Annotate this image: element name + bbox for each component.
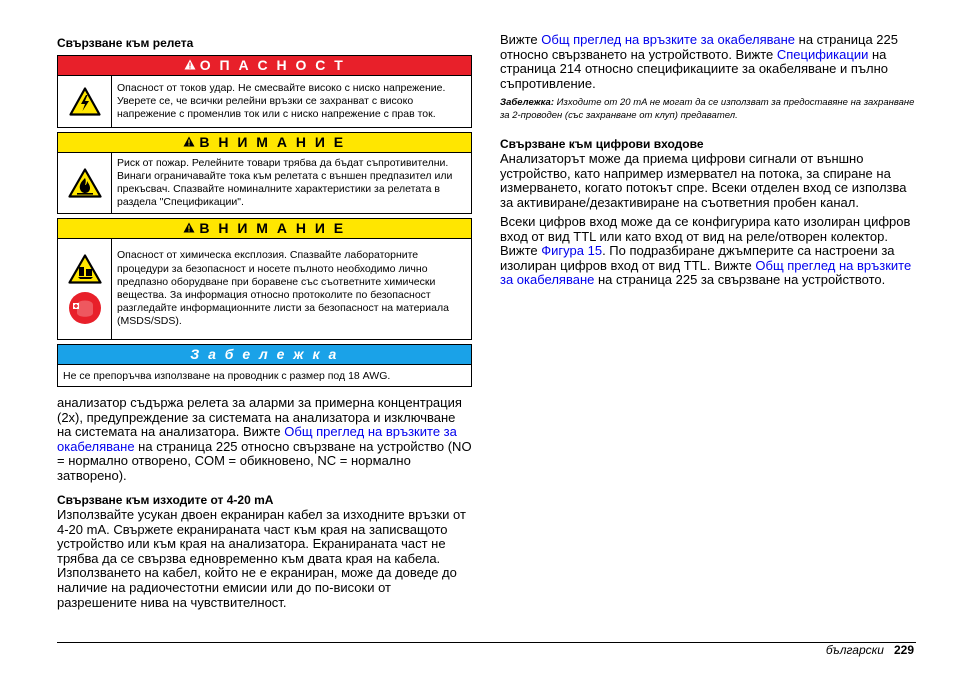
note-text: Не се препоръчва използване на проводник с размер под 18 AWG. [63,370,391,382]
danger-icon-cell [58,76,112,127]
caution-header-2 [58,219,471,239]
relays-paragraph: анализатор съдържа релета за аларми за примерна концентрация (2x), предупреждение за системата на анализатора и изключване на системата на анализатора. Вижте Общ преглед на връзките за окабеляване на страница 225 относно свързване на устройство (NO = нормално отворено, COM = обикновено, NC = нормално затворено). [57,395,472,483]
danger-box [57,55,472,128]
danger-text: Опасност от токов удар. Не смесвайте високо с ниско напрежение. Уверете се, че всички релейни връзки се захранват с високо напрежение с променлив ток или с ниско напрежение с прав ток. [117,81,446,121]
caution2-text: Опасност от химическа експлозия. Спазвайте лабораторните процедури за безопасност и носете пълното необходимо лично предпазно оборудване при боравене със съответните химически вещества. За информация относно протоколите по безопасност разгледайте информационните листи за безопасност на материала (MSDS/SDS). [117,249,449,328]
caution-header-1 [58,133,471,153]
caution1-icon-cell [58,153,112,213]
caution-box-fire [57,132,472,214]
warning-triangle-icon [183,133,195,152]
milliamp-note: Забележка: Изходите от 20 mA не могат да се използват за предоставяне на захранване за 2-проводен (със захранване от клуп) предавател. [500,97,915,121]
caution-label-2: В Н И М А Н И Е [199,220,346,236]
caution-box-chemical [57,218,472,340]
caution1-text: Риск от пожар. Релейните товари трябва да бъдат съпротивителни. Винаги ограничавайте тока към релетата с външен предпазител или прекъсвач. Спазвайте номиналните характеристики за релетата в раздела "Спецификации". [117,156,453,209]
heading-digital-inputs: Свързване към цифрови входове [500,137,704,151]
heading-outputs: Свързване към изходите от 4-20 mA [57,493,274,507]
caution-label-1: В Н И М А Н И Е [199,134,346,150]
figure-15-link[interactable]: Фигура 15 [541,243,603,259]
right-intro-paragraph: Вижте Общ преглед на връзките за окабеляване на страница 225 относно свързването на устройството. Вижте Спецификации на страница 214 относно спецификациите за окабеляване и пълно съпротивление. [500,32,898,91]
warning-triangle-icon [184,56,196,75]
chemical-hazard-icon [68,254,102,284]
caution2-icon-cell [58,239,112,339]
page-number: 229 [893,643,914,657]
danger-header [58,56,471,76]
electric-shock-icon [69,87,101,116]
warning-triangle-icon [183,219,195,238]
fire-hazard-icon [68,168,102,198]
protective-equipment-icon [68,291,102,325]
outputs-paragraph: Използвайте усукан двоен екраниран кабел за изходните връзки от 4-20 mA. Свържете екранираната част към края на записващото устройство или към края на анализатора. Екранираната част не трябва да се свързва едновременно към двата края на кабела. Използването на кабел, който не е екраниран, може да доведе до наличие на радиочестотни емисии или до по-високи от разрешените нива на чувствителност. [57,507,466,610]
danger-label: О П А С Н О С Т [199,57,346,73]
specifications-link[interactable]: Спецификации [776,46,869,62]
digital-config-paragraph: Всеки цифров вход може да се конфигурира като изолиран цифров вход от вид TTL или като вход от вид на реле/отворен колектор. Вижте Фигура 15. По подразбиране джъмперите са настроени за изолиран цифров вход от вид TTL. Вижте Общ преглед на връзките за окабеляване на страница 225 за свързване на устройството. [500,214,912,288]
note-header: З а б е л е ж к а [58,345,471,365]
wiring-overview-link[interactable]: Общ преглед на връзките за окабеляване [57,424,457,454]
wiring-overview-link[interactable]: Общ преглед на връзките за окабеляване [541,32,796,47]
note-box [57,344,472,387]
footer-language: български [825,643,884,657]
heading-relays: Свързване към релета [57,36,194,50]
digital-inputs-paragraph: Анализаторът може да приема цифрови сигнали от външно устройство, като например измервател на потока, за спиране на измерването, когато потокът спре. Всеки отделен вход се използва за активиране/дезактивиране на съответния пробен канал. [500,151,907,210]
wiring-overview-link[interactable]: Общ преглед на връзките за окабеляване [500,257,912,288]
footer-divider [57,642,916,643]
page-footer [826,643,914,658]
